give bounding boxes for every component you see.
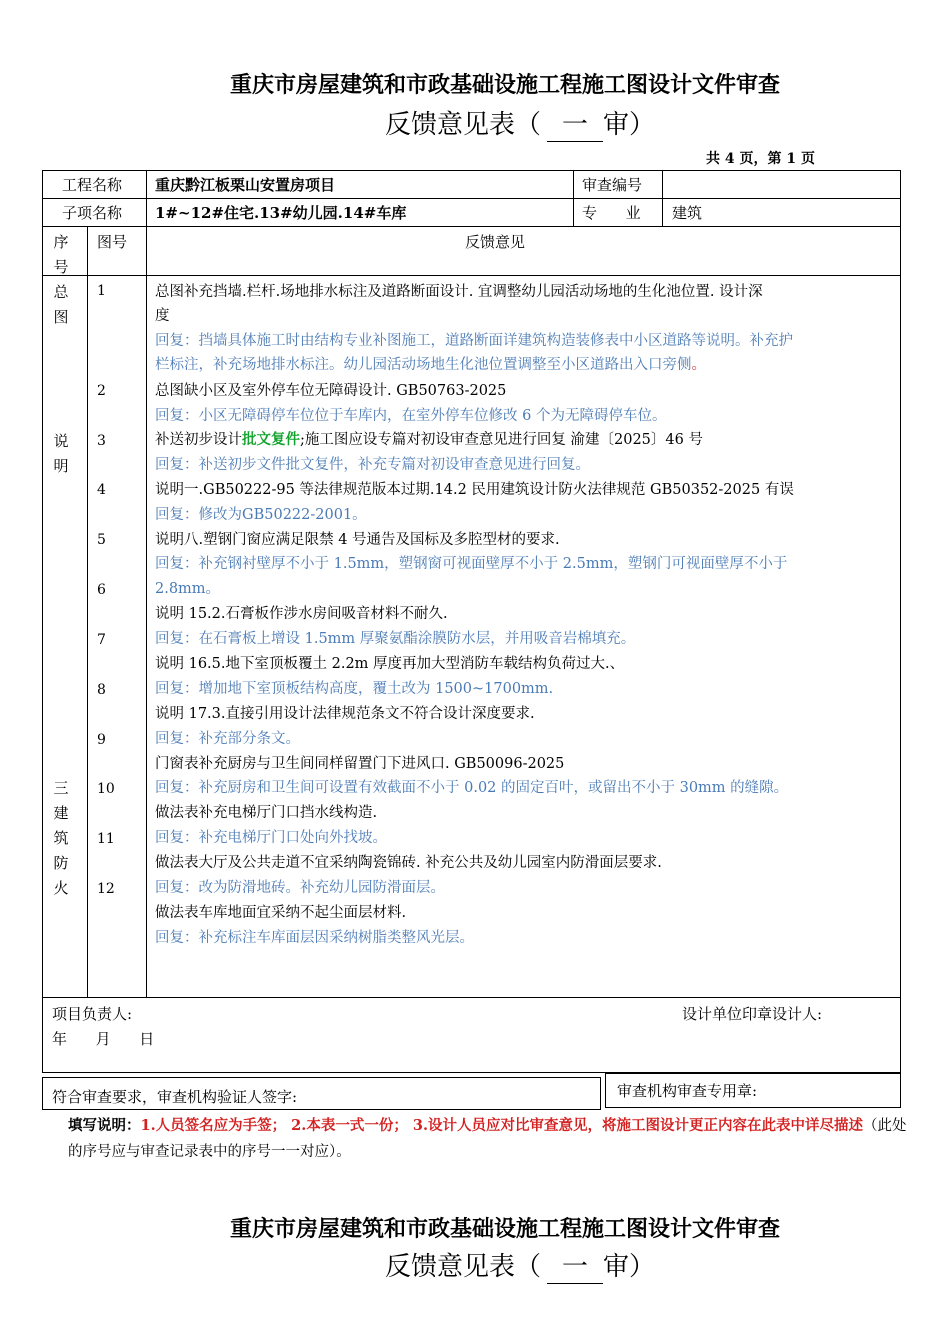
discipline-label: 专 业 bbox=[582, 204, 641, 222]
drawing-number: 9 bbox=[97, 732, 106, 748]
doc-title-repeat: 重庆市房屋建筑和市政基础设施工程施工图设计文件审查 bbox=[229, 1217, 780, 1242]
drawing-number: 4 bbox=[97, 482, 106, 498]
feedback-reply: 回复：小区无障碍停车位位于车库内，在室外停车位修改 6 个为无障碍停车位。 bbox=[155, 408, 667, 424]
seal-label: 审查机构审查专用章: bbox=[617, 1082, 758, 1100]
subtitle-prefix: 反馈意见表（ bbox=[384, 110, 541, 140]
project-leader-label: 项目负责人: bbox=[52, 1005, 133, 1023]
feedback-reply: 回复：挡墙具体施工时由结构专业补图施工，道路断面详建筑构造装修表中小区道路等说明。补充护 bbox=[155, 333, 793, 349]
feedback-comment: 做法表车库地面宜采纳不起尘面层材料. bbox=[155, 905, 407, 921]
section-label: 三 建 筑 防 火 bbox=[53, 779, 69, 897]
drawing-number: 8 bbox=[97, 682, 106, 698]
note-red: 1.人员签名应为手签； 2.本表一式一份； 3.设计人员应对比审查意见，将施工图设计更正内容在此表中详尽描述 bbox=[140, 1117, 864, 1134]
designer-label: 设计单位印章设计人: bbox=[682, 1005, 823, 1023]
feedback-comment: 度 bbox=[155, 308, 170, 324]
subitem-label: 子项名称 bbox=[62, 204, 123, 222]
feedback-reply: 回复：补充标注车库面层因采纳树脂类整风光层。 bbox=[155, 930, 474, 946]
project-value: 重庆黔江板栗山安置房项目 bbox=[155, 176, 336, 194]
drawing-number: 1 bbox=[97, 283, 106, 299]
discipline-value: 建筑 bbox=[672, 204, 703, 222]
doc-title: 重庆市房屋建筑和市政基础设施工程施工图设计文件审查 bbox=[229, 73, 780, 98]
feedback-comment: 说明 16.5.地下室顶板覆土 2.2m 厚度再加大型消防车载结构负荷过大.、 bbox=[155, 656, 625, 672]
feedback-comment: 做法表大厅及公共走道不宜采纳陶瓷锦砖. 补充公共及幼儿园室内防滑面层要求. bbox=[155, 855, 662, 871]
feedback-comment: 说明八.塑钢门窗应满足限禁 4 号通告及国标及多腔型材的要求. bbox=[155, 532, 560, 548]
subtitle-suffix: 审） bbox=[603, 110, 656, 140]
drawing-number: 10 bbox=[97, 781, 115, 797]
verify-label: 符合审查要求，审查机构验证人签字: bbox=[52, 1088, 298, 1106]
note-normal: （此处的序号应与审查记录表中的序号一一对应）。 bbox=[68, 1118, 907, 1160]
feedback-reply: 2.8mm。 bbox=[155, 581, 221, 597]
drawing-number: 7 bbox=[97, 632, 106, 648]
feedback-comment: 补送初步设计批文复件;施工图应设专篇对初设审查意见进行回复 渝建〔2025〕46 号 bbox=[155, 431, 703, 448]
seq-header: 序 号 bbox=[53, 233, 69, 276]
drawing-header: 图号 bbox=[97, 233, 128, 251]
feedback-comment: 说明一.GB50222-95 等法律规范版本过期.14.2 民用建筑设计防火法律规范 GB50352-2025 有误 bbox=[155, 482, 794, 498]
feedback-comment: 门窗表补充厨房与卫生间同样留置门下进风口. GB50096-2025 bbox=[155, 756, 565, 772]
review-round: 一 bbox=[547, 104, 603, 142]
note-prefix: 填写说明： bbox=[68, 1117, 141, 1134]
doc-subtitle-repeat: 反馈意见表（ 一 审） bbox=[0, 1246, 950, 1284]
red-mark: 。 bbox=[691, 357, 706, 373]
review-round: 一 bbox=[547, 1246, 603, 1284]
project-label: 工程名称 bbox=[62, 176, 123, 194]
feedback-comment: 做法表补充电梯厅门口挡水线构造. bbox=[155, 805, 378, 821]
feedback-reply: 回复：改为防滑地砖。补充幼儿园防滑面层。 bbox=[155, 880, 445, 896]
drawing-number: 6 bbox=[97, 582, 106, 598]
review-no-label: 审查编号 bbox=[582, 176, 643, 194]
feedback-comment: 说明 15.2.石膏板作涉水房间吸音材料不耐久. bbox=[155, 606, 448, 622]
drawing-number: 11 bbox=[97, 831, 115, 847]
doc-subtitle bbox=[0, 104, 950, 142]
drawing-number: 12 bbox=[97, 881, 115, 897]
feedback-comment: 总图补充挡墙.栏杆.场地排水标注及道路断面设计. 宜调整幼儿园活动场地的生化池位置. 设计深 bbox=[155, 284, 763, 300]
drawing-number: 5 bbox=[97, 532, 106, 548]
subitem-value: 1#~12#住宅.13#幼儿园.14#车库 bbox=[155, 204, 407, 222]
section-label: 总 图 bbox=[53, 283, 69, 326]
page-info: 共 4 页，第 1 页 bbox=[706, 151, 815, 167]
feedback-reply: 回复：修改为GB50222-2001。 bbox=[155, 507, 367, 523]
feedback-reply: 回复：补充厨房和卫生间可设置有效截面不小于 0.02 的固定百叶，或留出不小于 30mm 的缝隙。 bbox=[155, 780, 789, 796]
fill-instructions bbox=[68, 1113, 908, 1165]
feedback-reply: 回复：补送初步文件批文复件，补充专篇对初设审查意见进行回复。 bbox=[155, 457, 590, 473]
feedback-comment: 说明 17.3.直接引用设计法律规范条文不符合设计深度要求. bbox=[155, 706, 535, 722]
section-label: 说 明 bbox=[53, 432, 69, 475]
feedback-comment: 总图缺小区及室外停车位无障碍设计. GB50763-2025 bbox=[155, 383, 507, 399]
drawing-number: 3 bbox=[97, 433, 106, 449]
feedback-header: 反馈意见 bbox=[465, 233, 526, 251]
feedback-reply: 回复：补充钢衬壁厚不小于 1.5mm，塑钢窗可视面壁厚不小于 2.5mm，塑钢门可视面壁厚不小于 bbox=[155, 556, 788, 572]
feedback-reply: 栏标注，补充场地排水标注。幼儿园活动场地生化池位置调整至小区道路出入口旁侧。 bbox=[155, 357, 706, 373]
feedback-reply: 回复：补充部分条文。 bbox=[155, 731, 300, 747]
drawing-number: 2 bbox=[97, 383, 106, 399]
highlight-text: 批文复件 bbox=[242, 431, 300, 448]
feedback-reply: 回复：增加地下室顶板结构高度，覆土改为 1500~1700mm. bbox=[155, 681, 554, 697]
feedback-reply: 回复：在石膏板上增设 1.5mm 厚聚氨酯涂膜防水层，并用吸音岩棉填充。 bbox=[155, 631, 636, 647]
date-label: 年 月 日 bbox=[52, 1030, 155, 1048]
feedback-reply: 回复：补充电梯厅门口处向外找坡。 bbox=[155, 830, 387, 846]
